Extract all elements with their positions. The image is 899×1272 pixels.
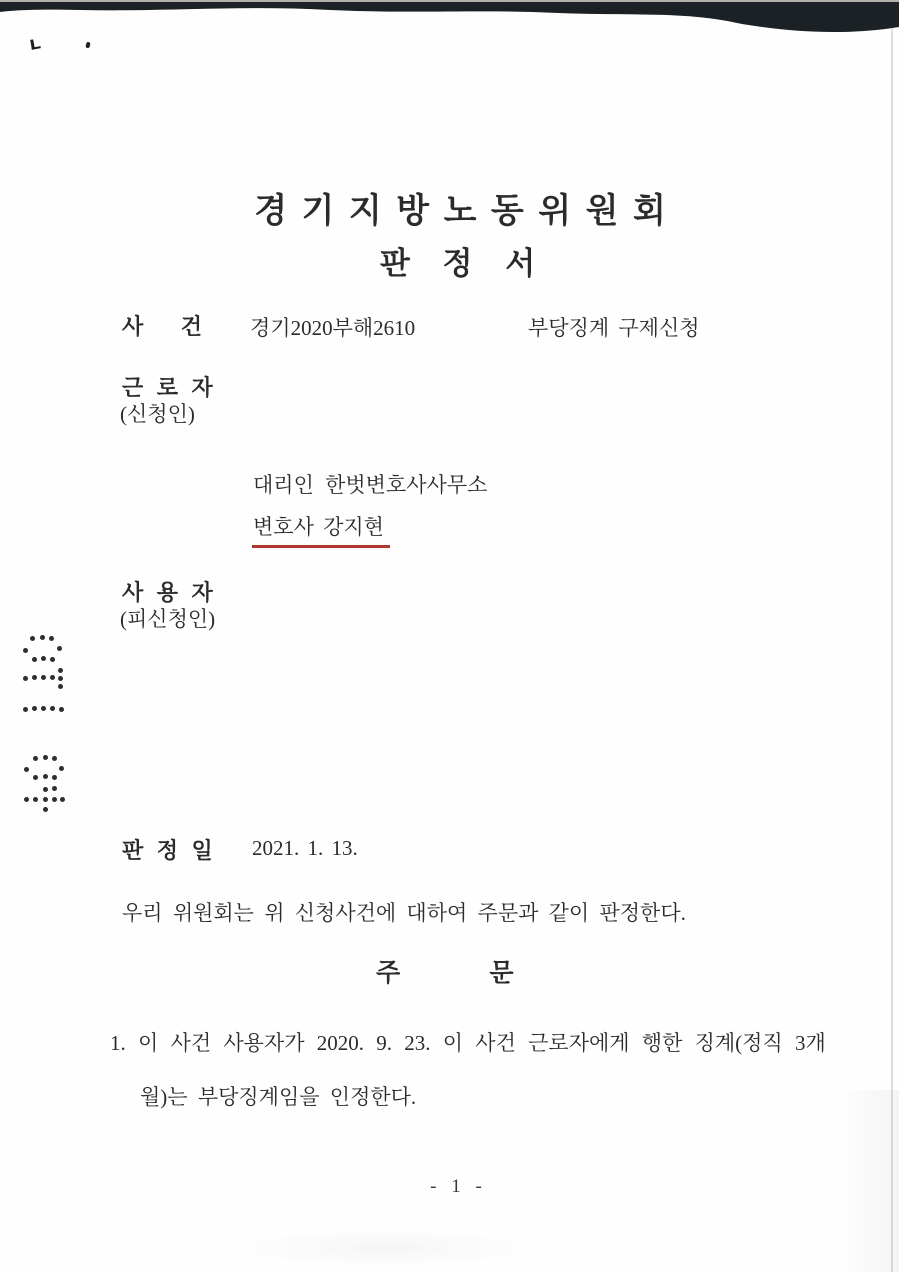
punch-dot	[50, 675, 55, 680]
punch-dot	[58, 668, 63, 673]
page-number: - 1 -	[430, 1176, 485, 1197]
worker-label: 근 로 자	[122, 375, 214, 400]
punch-dot	[32, 657, 37, 662]
punch-dot	[50, 706, 55, 711]
punch-dot	[43, 797, 48, 802]
punch-dot	[23, 707, 28, 712]
punch-dot	[32, 706, 37, 711]
punch-dot	[43, 774, 48, 779]
punch-dot	[33, 797, 38, 802]
punch-dot	[41, 656, 46, 661]
case-label: 사 건	[122, 314, 203, 339]
punch-dot	[49, 636, 54, 641]
punch-dot	[58, 676, 63, 681]
punch-dot	[59, 707, 64, 712]
punch-dot	[43, 807, 48, 812]
order-item-line2: 월)는 부당징계임을 인정한다.	[140, 1085, 417, 1109]
punch-dot	[52, 756, 57, 761]
employer-label: 사 용 자	[122, 580, 214, 605]
order-heading: 주 문	[376, 960, 514, 987]
case-number: 경기2020부해2610	[250, 316, 416, 340]
punch-dot	[40, 635, 45, 640]
punch-dot	[60, 797, 65, 802]
scan-artifact-top-band	[0, 0, 899, 40]
scan-artifact-mark	[85, 42, 90, 49]
punch-dot	[30, 636, 35, 641]
scan-artifact-shading	[230, 1228, 540, 1268]
worker-sublabel: (신청인)	[120, 402, 195, 426]
punch-dot	[23, 676, 28, 681]
punch-dot	[23, 648, 28, 653]
punch-dot	[32, 675, 37, 680]
punch-dot	[43, 755, 48, 760]
order-item-line1: 1. 이 사건 사용자가 2020. 9. 23. 이 사건 근로자에게 행한 징계(정직 3개	[110, 1031, 826, 1055]
representative-office: 대리인 한벗변호사사무소	[253, 473, 488, 497]
document-type-title: 판 정 서	[379, 246, 536, 281]
organization-title: 경 기 지 방 노 동 위 원 회	[254, 193, 667, 230]
employer-sublabel: (피신청인)	[120, 607, 216, 631]
punch-dot	[59, 766, 64, 771]
punch-dot	[33, 775, 38, 780]
punch-dot	[57, 646, 62, 651]
punch-dot	[52, 786, 57, 791]
punch-dot	[33, 756, 38, 761]
case-type: 부당징계 구제신청	[528, 316, 700, 340]
punch-dot	[52, 797, 57, 802]
punch-dot	[43, 787, 48, 792]
scan-artifact-mark	[30, 38, 41, 49]
punch-dot	[50, 657, 55, 662]
punch-dot	[58, 684, 63, 689]
attorney-name-underlined: 변호사 강지현	[252, 511, 390, 548]
representative-attorney	[252, 511, 390, 548]
punch-dot	[41, 675, 46, 680]
punch-dot	[24, 767, 29, 772]
intro-sentence: 우리 위원회는 위 신청사건에 대하여 주문과 같이 판정한다.	[122, 901, 686, 925]
punch-dot	[52, 775, 57, 780]
punch-dot	[24, 797, 29, 802]
decision-date-value: 2021. 1. 13.	[252, 836, 358, 860]
decision-date-label: 판 정 일	[122, 838, 214, 863]
case-row	[0, 310, 899, 340]
punch-dot	[41, 706, 46, 711]
